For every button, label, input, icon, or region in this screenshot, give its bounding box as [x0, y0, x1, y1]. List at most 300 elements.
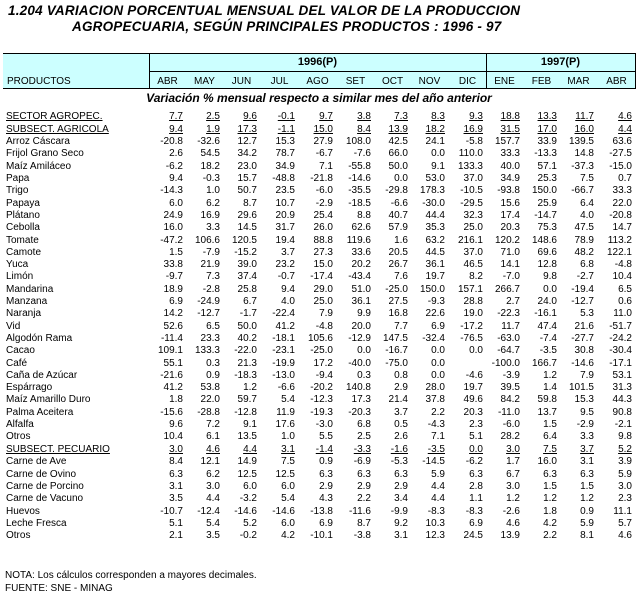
table-row [0, 394, 638, 407]
row-value: 1.1 [469, 493, 483, 505]
row-value: 6.7 [506, 468, 520, 480]
row-value: 15.6 [500, 197, 520, 209]
row-value: 4.4 [618, 123, 632, 135]
row-value: 1.0 [206, 185, 220, 197]
row-value: -100.0 [491, 357, 520, 369]
row-value: 28.8 [463, 296, 483, 307]
row-value: 13.7 [537, 406, 557, 418]
row-value: 4.6 [506, 517, 520, 529]
row-value: 24.0 [537, 296, 557, 307]
row-value: 1.4 [543, 382, 557, 394]
row-value: 0.6 [618, 296, 632, 307]
row-value: 157.7 [494, 136, 520, 148]
table-row [0, 493, 638, 506]
row-value: -6.2 [165, 160, 183, 172]
row-value: 147.5 [382, 332, 408, 344]
row-value: 40.2 [237, 332, 257, 344]
row-value: 15.3 [275, 136, 295, 148]
row-value: 75.3 [537, 222, 557, 234]
row-value: 33.9 [537, 136, 557, 148]
row-value: 16.0 [537, 455, 557, 467]
row-value: -20.8 [609, 209, 632, 221]
table-row [0, 271, 638, 284]
row-value: 13.5 [237, 431, 257, 443]
row-value: 44.3 [612, 394, 632, 406]
row-value: -14.7 [534, 209, 557, 221]
row-value: 36.1 [425, 259, 445, 271]
row-value: 12.8 [537, 259, 557, 271]
row-value: -3.5 [427, 443, 445, 455]
row-value: 18.2 [200, 160, 220, 172]
row-value: 6.3 [357, 468, 371, 480]
row-value: -14.6 [348, 173, 371, 184]
row-value: 3.0 [169, 443, 183, 455]
row-value: 0.0 [543, 283, 557, 295]
row-value: 9.4 [169, 173, 183, 184]
row-value: -4.3 [427, 419, 445, 430]
row-product-name: Leche Fresca [6, 517, 67, 529]
row-product-name: Mandarina [6, 283, 54, 295]
row-value: -17.4 [310, 271, 333, 283]
row-value: 39.5 [500, 382, 520, 394]
table-row [0, 370, 638, 383]
row-value: 133.3 [457, 160, 483, 172]
row-value: -2.8 [202, 283, 220, 295]
row-value: 18.2 [425, 123, 445, 135]
table-row [0, 382, 638, 395]
row-value: 148.6 [531, 234, 557, 246]
row-value: -20.3 [348, 406, 371, 418]
row-value: 3.5 [169, 493, 183, 505]
row-value: 9.7 [319, 111, 333, 122]
row-value: 6.3 [543, 468, 557, 480]
month-header: JUN [231, 76, 252, 87]
row-value: 54.5 [200, 148, 220, 160]
row-value: -6.6 [277, 382, 295, 394]
row-value: -3.0 [315, 419, 333, 430]
row-value: 39.0 [237, 259, 257, 271]
row-value: 63.6 [612, 136, 632, 148]
row-product-name: Cacao [6, 345, 35, 357]
row-value: 6.1 [206, 431, 220, 443]
row-value: 10.4 [612, 271, 632, 283]
row-value: 15.3 [574, 394, 594, 406]
row-value: 37.8 [425, 394, 445, 406]
row-product-name: Alfalfa [6, 419, 34, 430]
row-value: -16.1 [534, 308, 557, 320]
row-value: 106.6 [194, 234, 220, 246]
source-note: FUENTE: SNE - MINAG [5, 583, 113, 594]
row-value: 78.7 [275, 148, 295, 160]
row-value: 4.4 [431, 493, 445, 505]
row-value: 108.0 [345, 136, 371, 148]
row-value: -40.0 [348, 357, 371, 369]
row-value: -30.0 [422, 197, 445, 209]
row-value: 8.4 [357, 123, 371, 135]
row-value: 3.7 [394, 406, 408, 418]
row-value: 2.5 [357, 431, 371, 443]
row-value: -18.5 [348, 197, 371, 209]
row-value: 26.7 [388, 259, 408, 271]
row-value: 8.3 [431, 111, 445, 122]
row-product-name: Carne de Ovino [6, 468, 77, 480]
row-value: 23.0 [237, 160, 257, 172]
row-value: 34.9 [275, 160, 295, 172]
row-value: 6.5 [618, 283, 632, 295]
row-value: 5.4 [206, 517, 220, 529]
table-row [0, 530, 638, 543]
row-value: 14.9 [237, 455, 257, 467]
row-value: -9.4 [315, 369, 333, 381]
month-header: MAR [567, 76, 590, 87]
row-value: -11.0 [497, 406, 520, 418]
row-value: 15.0 [313, 123, 333, 135]
row-value: 0.9 [580, 505, 594, 517]
row-value: 30.8 [574, 345, 594, 357]
row-value: -12.7 [197, 308, 220, 320]
row-product-name: SUBSECT. AGRICOLA [6, 123, 109, 135]
row-value: -20.2 [310, 382, 333, 394]
row-value: 8.7 [357, 517, 371, 529]
row-value: 3.5 [206, 530, 220, 542]
row-value: 3.0 [206, 481, 220, 492]
row-value: 113.2 [607, 234, 632, 246]
row-value: -24.9 [197, 296, 220, 307]
table-row [0, 444, 638, 457]
row-value: 6.2 [206, 197, 220, 209]
row-value: 33.8 [163, 259, 183, 271]
row-value: 9.5 [580, 406, 594, 418]
row-value: 7.9 [580, 369, 594, 381]
row-value: 0.9 [319, 455, 333, 467]
row-value: 35.3 [425, 222, 445, 234]
row-value: 17.3 [237, 123, 257, 135]
row-value: -3.9 [502, 369, 520, 381]
table-row [0, 296, 638, 309]
row-value: -12.3 [310, 394, 333, 406]
row-value: -29.5 [460, 197, 483, 209]
row-value: 3.7 [580, 443, 594, 455]
row-value: 6.4 [580, 197, 594, 209]
month-header: MAY [194, 76, 215, 87]
row-product-name: Tomate [6, 234, 39, 246]
row-value: -24.2 [609, 332, 632, 344]
row-value: 47.5 [574, 222, 594, 234]
row-value: 9.9 [357, 308, 371, 320]
row-value: -55.8 [348, 160, 371, 172]
row-product-name: Manzana [6, 296, 48, 307]
row-value: 17.0 [537, 123, 557, 135]
row-value: 33.3 [500, 148, 520, 160]
row-value: 157.1 [457, 283, 483, 295]
row-value: 15.0 [313, 259, 333, 271]
row-value: 20.2 [351, 259, 371, 271]
row-value: 0.0 [431, 148, 445, 160]
row-value: 2.8 [469, 481, 483, 492]
row-value: -3.5 [539, 345, 557, 357]
row-value: -15.0 [609, 160, 632, 172]
row-value: -12.9 [348, 332, 371, 344]
row-value: 2.2 [357, 493, 371, 505]
row-value: 7.7 [169, 111, 183, 122]
row-value: 41.2 [163, 382, 183, 394]
row-value: 4.6 [618, 111, 632, 122]
row-value: 48.2 [574, 246, 594, 258]
row-value: -8.3 [427, 505, 445, 517]
row-value: -19.9 [272, 357, 295, 369]
table-row [0, 358, 638, 371]
row-value: 8.1 [580, 530, 594, 542]
row-value: 12.5 [275, 468, 295, 480]
row-value: 49.6 [463, 394, 483, 406]
row-value: 18.9 [163, 283, 183, 295]
table-title-line2: AGROPECUARIA, SEGÚN PRINCIPALES PRODUCTOS : 1996 - 97 [72, 19, 502, 34]
row-value: -15.2 [234, 246, 257, 258]
row-value: -93.8 [497, 185, 520, 197]
month-header: ABR [157, 76, 178, 87]
row-value: 7.1 [431, 431, 445, 443]
table-title-line1: 1.204 VARIACION PORCENTUAL MENSUAL DEL VALOR DE LA PRODUCCION [8, 3, 521, 18]
row-value: 3.7 [281, 246, 295, 258]
row-value: 17.4 [500, 209, 520, 221]
row-value: 1.6 [394, 234, 408, 246]
row-value: 6.0 [169, 197, 183, 209]
row-value: -0.1 [277, 111, 295, 122]
row-value: 3.1 [580, 455, 594, 467]
row-value: 1.5 [543, 419, 557, 430]
row-value: 47.4 [537, 320, 557, 332]
row-value: 7.5 [580, 173, 594, 184]
row-value: 6.8 [357, 419, 371, 430]
row-value: 0.0 [469, 443, 483, 455]
row-value: -0.7 [277, 271, 295, 283]
row-value: 6.3 [319, 468, 333, 480]
row-value: 110.0 [458, 148, 483, 160]
row-value: 10.7 [275, 197, 295, 209]
row-value: -6.2 [465, 455, 483, 467]
table-row [0, 518, 638, 531]
row-value: 5.5 [319, 431, 333, 443]
row-value: 7.6 [394, 271, 408, 283]
row-value: 2.2 [543, 530, 557, 542]
row-value: 37.0 [463, 173, 483, 184]
row-value: 31.7 [275, 222, 295, 234]
row-value: -25.0 [385, 283, 408, 295]
row-value: 29.6 [237, 209, 257, 221]
row-product-name: Otros [6, 431, 31, 443]
row-product-name: Espárrago [6, 382, 53, 394]
row-value: 3.9 [618, 455, 632, 467]
row-value: 6.9 [319, 517, 333, 529]
row-value: -3.8 [353, 530, 371, 542]
row-value: 55.1 [163, 357, 183, 369]
row-value: 33.3 [612, 185, 632, 197]
table-row [0, 469, 638, 482]
row-value: 7.5 [281, 455, 295, 467]
row-value: 20.5 [388, 246, 408, 258]
row-value: 2.9 [319, 481, 333, 492]
table-row [0, 222, 638, 235]
month-header: DIC [458, 76, 477, 87]
row-value: -48.8 [272, 173, 295, 184]
row-product-name: SECTOR AGROPEC. [6, 111, 103, 122]
table-row [0, 210, 638, 223]
row-value: -1.4 [315, 443, 333, 455]
row-value: 0.0 [357, 345, 371, 357]
table-row [0, 456, 638, 469]
table-row [0, 308, 638, 321]
row-value: 0.5 [394, 419, 408, 430]
row-value: 27.9 [313, 136, 333, 148]
row-value: -19.3 [310, 406, 333, 418]
row-value: 1.2 [243, 382, 257, 394]
row-value: 6.4 [543, 431, 557, 443]
row-value: 88.8 [313, 234, 333, 246]
row-value: 16.8 [388, 308, 408, 320]
row-value: -2.9 [315, 197, 333, 209]
month-header: AGO [306, 76, 329, 87]
row-value: 3.8 [357, 111, 371, 122]
row-value: 6.7 [243, 296, 257, 307]
row-value: -27.5 [609, 148, 632, 160]
row-value: 0.8 [394, 369, 408, 381]
row-value: 5.7 [618, 517, 632, 529]
row-value: 16.0 [574, 123, 594, 135]
row-value: 5.1 [169, 517, 183, 529]
row-value: 9.6 [243, 111, 257, 122]
row-value: 57.9 [388, 222, 408, 234]
row-value: -14.5 [422, 455, 445, 467]
row-value: 16.9 [463, 123, 483, 135]
row-value: 109.1 [157, 345, 183, 357]
row-value: 50.7 [237, 185, 257, 197]
row-value: 2.9 [394, 481, 408, 492]
row-product-name: Naranja [6, 308, 42, 320]
month-header: OCT [381, 76, 404, 87]
row-value: -25.0 [310, 345, 333, 357]
row-value: 8.7 [243, 197, 257, 209]
row-value: 1.7 [506, 455, 520, 467]
table-row [0, 333, 638, 346]
row-value: 32.3 [463, 209, 483, 221]
row-value: 2.1 [169, 530, 183, 542]
row-value: 150.0 [419, 283, 445, 295]
row-value: 4.3 [319, 493, 333, 505]
row-value: 178.3 [419, 185, 445, 197]
row-value: -3.2 [239, 493, 257, 505]
header-top-rule [3, 53, 636, 54]
row-value: -32.4 [422, 332, 445, 344]
row-value: 6.0 [243, 481, 257, 492]
row-value: 1.0 [281, 431, 295, 443]
row-value: 34.9 [500, 173, 520, 184]
row-value: 1.8 [543, 505, 557, 517]
row-value: 4.4 [243, 443, 257, 455]
row-value: -18.3 [234, 369, 257, 381]
row-value: -4.6 [465, 369, 483, 381]
row-value: 5.3 [580, 308, 594, 320]
row-value: 5.1 [469, 431, 483, 443]
row-value: 25.3 [537, 173, 557, 184]
row-value: 9.1 [431, 160, 445, 172]
row-value: -6.6 [390, 197, 408, 209]
row-value: 1.2 [543, 369, 557, 381]
row-value: 36.1 [351, 296, 371, 307]
row-value: 44.4 [425, 209, 445, 221]
row-value: 2.6 [169, 148, 183, 160]
row-value: 2.5 [206, 111, 220, 122]
row-value: -29.8 [385, 185, 408, 197]
row-value: 6.3 [169, 468, 183, 480]
row-value: 31.3 [612, 382, 632, 394]
row-value: 6.8 [580, 259, 594, 271]
row-value: 18.8 [500, 111, 520, 122]
row-value: -13.8 [310, 505, 333, 517]
row-value: -12.8 [234, 406, 257, 418]
row-value: 9.3 [469, 111, 483, 122]
row-value: 14.1 [500, 259, 520, 271]
row-value: -0.2 [239, 530, 257, 542]
row-product-name: Papa [6, 173, 30, 184]
row-value: 53.0 [425, 173, 445, 184]
row-value: -43.4 [348, 271, 371, 283]
row-product-name: Huevos [6, 505, 40, 517]
row-value: 21.3 [237, 357, 257, 369]
row-value: 20.3 [463, 406, 483, 418]
row-value: 20.0 [351, 320, 371, 332]
row-value: -9.9 [390, 505, 408, 517]
row-value: 5.9 [618, 468, 632, 480]
row-value: 19.7 [425, 271, 445, 283]
row-product-name: Carne de Ave [6, 455, 67, 467]
row-value: 9.6 [169, 419, 183, 430]
row-value: 3.3 [580, 431, 594, 443]
row-product-name: Caña de Azúcar [6, 369, 78, 381]
row-value: 53.8 [200, 382, 220, 394]
row-value: 53.1 [612, 369, 632, 381]
row-value: 8.4 [169, 455, 183, 467]
row-value: 11.9 [276, 406, 295, 418]
row-value: -12.4 [197, 505, 220, 517]
row-value: 27.3 [313, 246, 333, 258]
row-value: 8.8 [357, 209, 371, 221]
row-value: -13.3 [534, 148, 557, 160]
row-value: 11.7 [501, 320, 520, 332]
row-value: 5.4 [281, 394, 295, 406]
row-value: 29.0 [313, 283, 333, 295]
row-product-name: Palma Aceitera [6, 406, 74, 418]
row-value: 63.2 [425, 234, 445, 246]
row-value: -5.8 [465, 136, 483, 148]
row-value: -14.6 [272, 505, 295, 517]
row-value: -7.9 [202, 246, 220, 258]
row-value: 266.7 [494, 283, 520, 295]
row-value: -12.7 [571, 296, 594, 307]
row-value: -2.1 [614, 419, 632, 430]
table-row [0, 235, 638, 248]
row-value: 166.7 [531, 357, 557, 369]
row-value: 4.2 [281, 530, 295, 542]
table-row [0, 124, 638, 137]
row-value: -17.1 [609, 357, 632, 369]
row-value: 15.7 [237, 173, 257, 184]
row-value: 0.0 [431, 369, 445, 381]
row-value: 17.6 [275, 419, 295, 430]
row-value: 22.6 [425, 308, 445, 320]
row-value: -2.7 [576, 271, 594, 283]
row-value: 11.1 [613, 505, 632, 517]
row-value: -21.8 [310, 173, 333, 184]
